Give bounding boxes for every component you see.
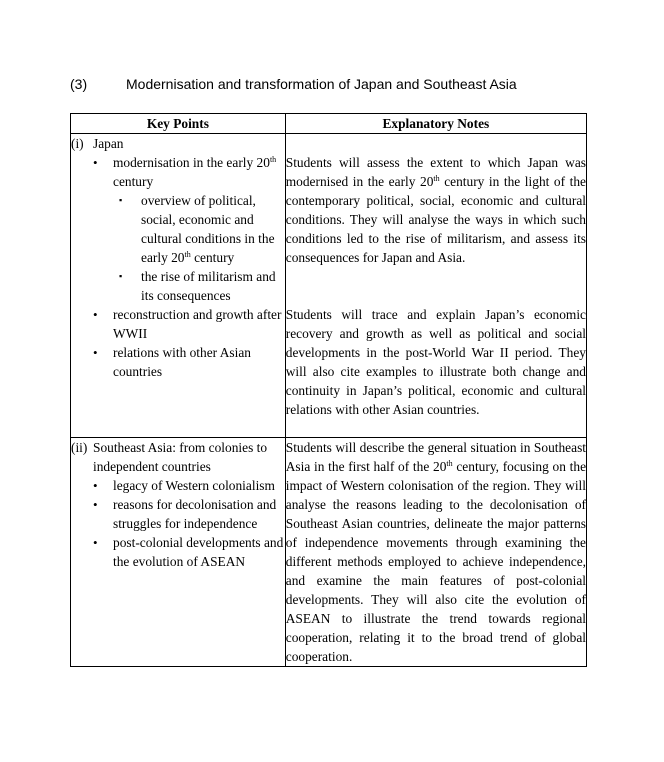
list-item [93, 495, 285, 533]
sub-point-text-end: century [190, 250, 235, 265]
ordinal-sup: th [184, 250, 191, 259]
note-paragraph [286, 153, 586, 267]
roman-numeral: (i) [71, 136, 84, 151]
note-text-end: century in the light of the contemporary political, social, economic and cultural conditions. They will analyse the ways in which such conditions led to the rise of militarism, and assess its consequences for Japan and Asia. [285, 174, 586, 265]
roman-numeral: (ii) [71, 440, 88, 455]
section-name-continued: independent countries [93, 459, 211, 474]
table-header-row [71, 114, 587, 134]
note-text-end: century, focusing on the impact of Western colonisation of the region. They will analyse the reasons leading to the decolonisation of Southeast Asian countries, delineate the major patterns of independence movements through examining the different methods employed to achieve independence, and examine the main features of post-colonial developments. They will also cite the evolution of ASEAN to illustrate the trend towards regional cooperation, relating it to the broad trend of global cooperation. [285, 459, 587, 664]
list-item [93, 153, 285, 305]
sub-points-list [113, 191, 285, 305]
key-points-cell-japan [71, 134, 286, 438]
list-item [93, 533, 285, 571]
section-label-japan [71, 134, 285, 153]
key-points-list [71, 476, 285, 571]
header-explanatory-notes: Explanatory Notes [285, 114, 586, 134]
ordinal-sup: th [433, 174, 440, 183]
note-paragraph [286, 305, 586, 419]
section-name: Japan [93, 136, 124, 151]
section-number: (3) [70, 76, 88, 92]
key-point-text: reasons for decolonisation and struggles for independence [113, 497, 277, 531]
key-point-text: post-colonial developments and the evolution of ASEAN [113, 535, 284, 569]
syllabus-table [70, 113, 587, 667]
key-points-list [71, 153, 285, 381]
key-point-text-num: 20 [256, 155, 270, 170]
ordinal-sup: th [269, 155, 277, 164]
table-row-japan [71, 134, 587, 438]
note-paragraph [286, 438, 586, 666]
section-title: Modernisation and transformation of Japan and Southeast Asia [126, 76, 517, 92]
list-item [93, 305, 285, 343]
list-item [93, 476, 285, 495]
sub-point-text: the rise of militarism and its consequences [141, 269, 276, 303]
notes-cell-japan [285, 134, 586, 438]
key-point-text: reconstruction and growth after WWII [113, 307, 282, 341]
section-label-southeast-asia [71, 438, 285, 457]
ordinal-sup: th [446, 459, 453, 468]
key-point-text: relations with other Asian countries [113, 345, 251, 379]
key-point-text: legacy of Western colonialism [113, 478, 275, 493]
note-text: Students will trace and explain Japan’s economic recovery and growth as well as political and social developments in the post-World War II period. They will also cite examples to illustrate both change and continuity in Japan’s political, economic and cultural relations with other Asian countries. [285, 307, 586, 417]
list-item [119, 267, 285, 305]
notes-cell-southeast-asia [285, 438, 586, 667]
note-text: Students will describe the general situation in Southeast Asia in the first half of the 20 [285, 440, 586, 474]
table-row-southeast-asia [71, 438, 587, 667]
key-point-text: modernisation in the early [113, 155, 257, 170]
header-key-points: Key Points [71, 114, 286, 134]
section-name: Southeast Asia: from colonies to [93, 440, 268, 455]
note-text: Students will assess the extent to which Japan was modernised in the early 20 [285, 155, 586, 189]
sub-point-text: overview of political, social, economic and cultural conditions in the early 20 [141, 193, 275, 265]
list-item [93, 343, 285, 381]
key-points-cell-southeast-asia [71, 438, 286, 667]
list-item [119, 191, 285, 267]
key-point-text-end: century [113, 174, 154, 189]
